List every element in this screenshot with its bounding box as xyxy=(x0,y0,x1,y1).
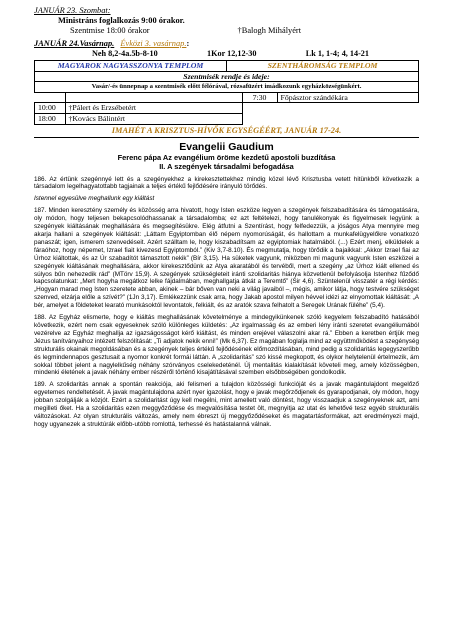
saturday-ministrant-line: Ministráns foglalkozás 9:00 órakor. xyxy=(58,16,185,25)
article-title: Evangelii Gaudium xyxy=(179,140,274,153)
reading-gospel: Lk 1, 1-4; 4, 14-21 xyxy=(305,49,369,58)
article-subtitle: Ferenc pápa Az evangélium öröme kezdetű apostoli buzdítása xyxy=(117,152,336,162)
saturday-mass-row xyxy=(34,26,419,36)
intention-row xyxy=(35,113,419,124)
mass-schedule-table xyxy=(34,60,419,93)
reading-first: Neh 8,2-4a.5b-8-10 xyxy=(92,49,158,58)
divider xyxy=(34,137,419,138)
saturday-mass-intention: †Balogh Mihályért xyxy=(237,26,302,35)
reading-second: 1Kor 12,12-30 xyxy=(207,49,257,58)
article-section-title: II. A szegények társadalmi befogadása xyxy=(159,161,294,171)
intention-time: 18:00 xyxy=(35,113,66,124)
intention-text-right xyxy=(277,103,419,114)
saturday-mass-time: Szentmise 18:00 órakor xyxy=(70,26,150,35)
intention-time-right: 7:30 xyxy=(242,93,277,103)
rosary-note: Vasár/-és ünnepnap a szentmisék előtt félórával, rózsafüzért imádkozunk egyházközségünkért. xyxy=(35,82,419,93)
intention-text xyxy=(65,93,242,103)
intention-time-right xyxy=(242,103,277,114)
article-section-heading: Istennel egyesülve meghallunk egy kiáltást xyxy=(34,195,155,203)
paragraph-187: 187. Minden keresztény személy és közösség arra hivatott, hogy Isten eszköze legyen a szegények felszabadítására és támogatására, oly módon, hogy teljesen bekapcsolódhassanak a társadalomba; ez azt feltételezi, hogy tanulékonyak és figyelmesek legyünk a szegények kiáltásának meghallására és megsegítésükre. Elég átfutni a Szentírást, hogy felfedezzük, a jóságos Atya mennyire meg akarja hallani a szegények kiáltását: „Láttam Egyiptomban élő népem nyomorúságát, és hallottam a munkafelügyelőkre vonatkozó panaszát; igen, ismerem szenvedéseit. Azért szálltam le, hogy kiszabadítsam az egyiptomiak hatalmából. (...) Ezért menj, elküldelek a fáraóhoz, hogy népemet, Izrael fiait kivezesd Egyiptomból.” (Kiv 3,7-8.10). És megmutatja, hogy törődik a bajaikkal: „Akkor Izrael fiai az Úrhoz kiáltottak, és az Úr szabadítót támasztott nekik” (Bír 3,15). Ha süketek vagyunk, miközben mi magunk vagyunk Isten eszközei a szegények kiáltásának meghallására, akkor kirekesztődünk az Atya akaratából és tervéből, mert a szegény „az Úrhoz kiált ellened és súlyos bűn nehezedik rád” (MTörv 15,9). A szegények szükségleteit iránti szolidaritás hiánya közvetlenül befolyásolja Istenhez fűződő kapcsolatunkat: „Mert hogyha megátkoz lelke fájdalmában, meghallgatja átkát a Teremtő” (Sir 4,6). Szüntelenül visszatér a régi kérdés: „Hogyan marad meg Isten szeretete abban, akinek – bár bőven van neki a világ javaiból –, mégis, amikor látja, hogy testvére szükséget szenved, elzárja előle a szívét?” (1Jn 3,17). Emlékezzünk csak arra, hogy Jakab apostol milyen hévvel idézi az elnyomottak kiáltását: „A bér, amelyet a földeteket learató munkásoktól levontatok, felkiált, és az aratók szava felhatolt a Seregek Urának füléhe” (5,4). xyxy=(34,207,419,310)
church-left-name: MAGYAROK NAGYASSZONYA TEMPLOM xyxy=(35,61,227,72)
prayer-week-banner: IMAHÉT A KRISZTUS-HÍVŐK EGYSÉGÉÉRT, JANUÁR 17-24. xyxy=(111,125,342,135)
sunday-date: JANUÁR 24.Vasárnap. xyxy=(34,39,115,48)
sunday-colon: : xyxy=(186,39,190,48)
paragraph-186: 186. Az értünk szegénnyé lett és a szegényekhez a kirekesztettekhez mindig közel lévő Krisztusba vetett hitünkből következik a társadalom legelhagyatottabb tagjainak a teljes értékű fejlődésére irányuló törődés. xyxy=(34,175,419,191)
intention-time xyxy=(35,93,66,103)
mass-order-heading: Szentmisék rendje és ideje: xyxy=(35,71,419,82)
sunday-header xyxy=(34,39,419,49)
intention-text: †Kovács Bálintért xyxy=(65,113,242,124)
intention-row xyxy=(35,103,419,114)
intention-time: 10:00 xyxy=(35,103,66,114)
sunday-title: Évközi 3. vasárnap. xyxy=(120,39,187,48)
intention-text-right: Főpásztor szándékára xyxy=(277,93,419,103)
intention-text-right xyxy=(277,113,419,124)
paragraph-189: 189. A szolidaritás annak a spontán reakciója, aki felismeri a tulajdon közösségi funkcióját és a javak magántulajdont megelőző egyetemes rendeltetését. A javak magántulajdona azért nyer igazolást, hogy e javak megőrződjenek és gyarapodjanak, oly módon, hogy jobban szolgálják a közjót. Ezért a szolidaritást úgy kell megélni, mint amellett való döntést, hogy visszaadjuk a szegényeknek azt, ami megilleti őket. Ha a szolidaritás ezen meggyőződése és megvalósítása testet ölt, megnyitja az utat és lehetővé tesz egyéb strukturális változásokat. Az olyan strukturális változás, amely nem ébreszt új meggyőződéseket és magatartásformákat, azt eredményezi majd, hogy ugyanezek a struktúrák előbb-utóbb romlottá, terhessé és hatástalanná válnak. xyxy=(34,381,419,428)
sunday-readings xyxy=(34,49,419,59)
paragraph-188: 188. Az Egyház elismerte, hogy e kiáltás meghallásának követelménye a mindegyikünkenek szóló kegyelem felszabadító hatásából következik, ezért nem csak egyeseknek szóló különleges küldetés: „Az irgalmasság és az emberi lény iránti szeretet evangéliumából vezérelve az Egyház meghallja az igazságosságot kérő kiáltást, és minden erejével válaszolni akar rá.” Ebben a keretben értjük meg Jézus tanítványaihoz intézett felszólítását: „Ti adjatok nekik enni!” (Mk 6,37). Ez magában foglalja mind az együttműködést a szegénység strukturális okainak megoldásában és a szegények teljes értékű fejlődésének előmozdításában, mind pedig a szolidaritás legegyszerűbb és legmindennapos gesztusait a nyomor konkrét formái láttán. A „szolidaritás” szó kissé megkopott, és olykor helytelenül értelmezik, ám sokkal többet jelent a nagylelkűség néhány szórványos cselekedeténél. Új mentalitás kialakítását követeli meg, amely közösségben, mindenki életének a javak néhány ember részéről történő kisajátításával szemben elsőbbségében gondolkodik. xyxy=(34,314,419,377)
intention-row xyxy=(35,93,419,103)
article-body xyxy=(34,176,419,429)
intentions-table xyxy=(34,93,419,125)
intention-text: †Pálert és Erzsébetért xyxy=(65,103,242,114)
church-right-name: SZENTHÁROMSÁG TEMPLOM xyxy=(227,61,419,72)
intention-time-right xyxy=(242,113,277,124)
saturday-date: JANUÁR 23. Szombat: xyxy=(34,6,111,15)
